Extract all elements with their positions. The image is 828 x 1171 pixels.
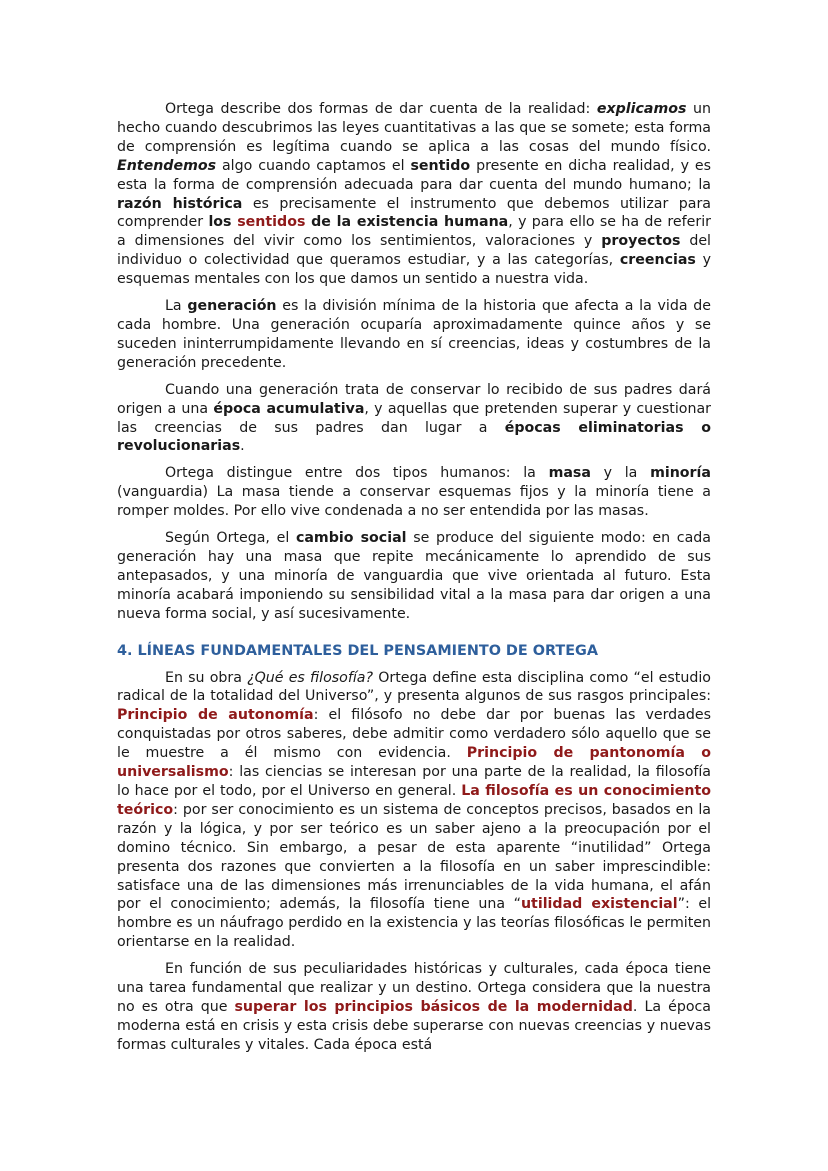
text: . La época moderna está en crisis y esta crisis debe superarse con nuevas creencias y nuevas formas culturales y vitales. Cada época está — [117, 998, 712, 1053]
keyword-minoria: minoría — [650, 465, 711, 482]
paragraph-modernidad — [117, 960, 711, 1055]
keyword-conocimiento-teorico: La filosofía es un conocimiento teórico — [117, 783, 711, 818]
paragraph-cambio-social — [117, 529, 711, 624]
text: es la división mínima de la historia que afecta a la vida de cada hombre. Una generación ocuparía aproximadamente quince años y se suceden ininterrumpidamente llevando en sí creencias, ideas y costumbres de la generación precedente. — [117, 298, 712, 371]
keyword-utilidad-existencial: utilidad existencial — [520, 896, 678, 913]
text: : las ciencias se interesan por una parte de la realidad, la filosofía lo hace por el todo, por el Universo en general. — [117, 764, 711, 799]
text: y esquemas mentales con los que damos un sentido a nuestra vida. — [117, 252, 711, 288]
text: Ortega define esta disciplina como “el estudio radical de la totalidad del Universo”, y presenta algunos de sus rasgos principales: — [117, 669, 711, 705]
text: un hecho cuando descubrimos las leyes cuantitativas a las que se somete; esta forma de comprensión es legítima cuando se aplica a las cosas del mundo físico. — [117, 101, 711, 155]
keyword-los: los — [208, 214, 238, 231]
text: presente en dicha realidad, y es esta la forma de comprensión adecuada para dar cuenta del mundo humano; la — [117, 157, 711, 193]
keyword-cambio-social: cambio social — [295, 530, 407, 547]
text: Ortega describe dos formas de dar cuenta de la realidad: — [165, 101, 597, 117]
text: ”: el hombre es un náufrago perdido en la existencia y las teorías filosóficas le permiten orientarse en la realidad. — [117, 896, 712, 951]
paragraph-masa-minoria — [117, 464, 711, 521]
paragraph-generacion — [117, 297, 711, 373]
keyword-epoca-acumulativa: época acumulativa — [213, 400, 365, 417]
section-heading: 4. LÍNEAS FUNDAMENTALES DEL PENSAMIENTO DE ORTEGA — [117, 642, 598, 659]
keyword-explicamos: explicamos — [596, 101, 687, 117]
keyword-epocas-eliminatorias: épocas eliminatorias o revolucionarias — [117, 419, 711, 455]
text: , y aquellas que pretenden superar y cuestionar las creencias de sus padres dan lugar a — [117, 400, 711, 436]
keyword-sentidos: sentidos — [237, 214, 306, 231]
text: En su obra — [165, 669, 248, 686]
keyword-generacion: generación — [187, 298, 277, 315]
text: del individuo o colectividad que queramos estudiar, y a las categorías, — [117, 233, 711, 269]
paragraph-epocas — [117, 381, 711, 457]
keyword-entendemos: Entendemos — [117, 157, 217, 174]
text: : por ser conocimiento es un sistema de conceptos precisos, basados en la razón y la lógica, y por ser teórico es un saber ajeno a la preocupación por el domino técnico. Sin embargo, a pesar de esta aparente “inutilidad” Ortega presenta dos razones que convierten a la filosofía en un saber imprescindible: satisface una de las dimensiones más irrenunciables de la vida humana, el afán por el conocimiento; además, la filosofía tiene una “ — [117, 801, 711, 913]
text: se produce del siguiente modo: en cada generación hay una masa que repite mecánicamente lo aprendido de sus antepasados, y una minoría de vanguardia que vive orientada al futuro. Esta minoría acabará imponiendo su sensibilidad vital a la masa para dar origen a una nueva forma social, y así sucesivamente. — [117, 530, 712, 622]
keyword-superar-modernidad: superar los principios básicos de la modernidad — [234, 998, 633, 1015]
document-page — [117, 100, 711, 1063]
text: Ortega distingue entre dos tipos humanos: la — [165, 465, 549, 482]
text: y la — [590, 465, 651, 482]
text: algo cuando captamos el — [216, 157, 411, 174]
text: (vanguardia) La masa tiende a conservar esquemas fijos y la minoría tiene a romper moldes. Por ello vive condenada a no ser entendida por las masas. — [117, 484, 711, 520]
text: La — [165, 298, 188, 315]
text: Cuando una generación trata de conservar lo recibido de sus padres dará origen a una — [117, 381, 711, 417]
keyword-sentido: sentido — [410, 157, 471, 174]
keyword-masa: masa — [548, 465, 591, 482]
text: En función de sus peculiaridades históricas y culturales, cada época tiene una tarea fundamental que realizar y un destino. Ortega considera que la nuestra no es otra que — [117, 961, 711, 1015]
paragraph-explicar-entender — [117, 100, 711, 289]
keyword-principio-autonomia: Principio de autonomía — [117, 707, 314, 724]
keyword-proyectos: proyectos — [601, 233, 681, 250]
keyword-razon-historica: razón histórica — [117, 195, 243, 212]
keyword-principio-pantonomia: Principio de pantonomía o universalismo — [117, 745, 711, 781]
book-title: ¿Qué es filosofía? — [247, 669, 374, 686]
paragraph-que-es-filosofia — [117, 669, 711, 953]
text: Según Ortega, el — [165, 530, 296, 547]
text: : el filósofo no debe dar por buenas las verdades conquistadas por otros saberes, debe admitir como verdadero sólo aquello que se le muestre a él mismo con evidencia. — [117, 707, 711, 762]
text: . — [240, 438, 245, 455]
text: es precisamente el instrumento que debemos utilizar para comprender — [117, 195, 711, 231]
keyword-creencias: creencias — [619, 252, 696, 269]
keyword-existencia-humana: de la existencia humana — [305, 214, 509, 231]
text: , y para ello se ha de referir a dimensiones del vivir como los sentimientos, valoraciones y — [117, 214, 711, 250]
